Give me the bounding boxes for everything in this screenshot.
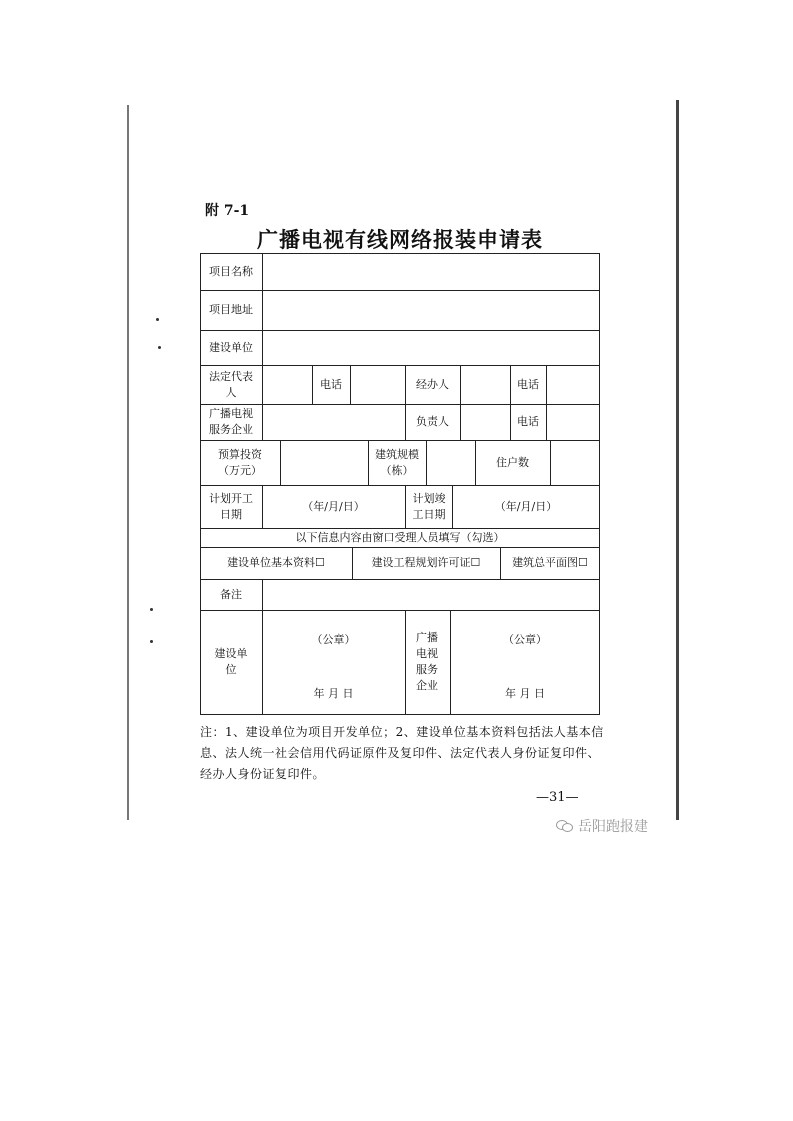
row-project-address: [200, 290, 600, 330]
sign-construction-date: 年 月 日: [313, 687, 354, 700]
row-construction-unit: [200, 330, 600, 365]
project-name-label: 项目名称: [209, 264, 253, 278]
building-scale-label: 建筑规模（栋）: [375, 447, 419, 477]
row-project-name: [200, 253, 600, 290]
budget-field[interactable]: [280, 440, 368, 485]
construction-unit-field[interactable]: [262, 330, 600, 365]
sign-broadcast-date: 年 月 日: [505, 687, 545, 700]
row-window-note: [200, 528, 600, 547]
sign-broadcast-label: 广播电视服务企业: [416, 631, 438, 692]
broadcast-enterprise-field[interactable]: [262, 404, 405, 440]
row-broadcast-enterprise: [200, 404, 600, 440]
watermark-text: 岳阳跑报建: [578, 819, 648, 835]
project-name-field[interactable]: [262, 253, 600, 290]
checkbox-floor-plan[interactable]: 建筑总平面图☐: [512, 556, 588, 569]
row-legal-rep: [200, 365, 600, 404]
row-remarks: [200, 579, 600, 610]
row-dates: [200, 485, 600, 528]
application-form: [200, 253, 600, 714]
planned-completion-label: 计划竣工日期: [412, 491, 446, 521]
row-signatures: [200, 610, 600, 714]
construction-unit-label: 建设单位: [209, 340, 253, 354]
footnote: 注：1、建设单位为项目开发单位；2、建设单位基本资料包括法人基本信息、法人统一社会信用代码证原件及复印件、法定代表人身份证复印件、经办人身份证复印件。: [200, 725, 604, 781]
planned-completion-field[interactable]: （年/月/日）: [494, 499, 558, 513]
sign-construction-label: 建设单位: [214, 647, 248, 676]
households-field[interactable]: [550, 440, 600, 485]
project-address-label: 项目地址: [209, 303, 253, 316]
page-number: —31—: [536, 790, 579, 805]
window-info-note: 以下信息内容由窗口受理人员填写（勾选）: [295, 530, 505, 544]
households-label: 住户数: [496, 455, 529, 469]
sign-broadcast-seal: （公章）: [503, 633, 547, 646]
remarks-field[interactable]: [262, 579, 600, 610]
phone-field-3[interactable]: [546, 404, 600, 440]
form-title: 广播电视有线网络报装申请表: [257, 227, 543, 252]
checkbox-basic-info[interactable]: 建设单位基本资料☐: [227, 556, 325, 569]
row-checkboxes: [200, 547, 600, 579]
sign-construction-seal: （公章）: [311, 633, 356, 646]
wechat-icon: [556, 820, 574, 832]
row-budget: [200, 440, 600, 485]
legal-rep-field[interactable]: [262, 365, 312, 404]
project-address-field[interactable]: [262, 290, 600, 330]
scan-speck: [150, 640, 153, 643]
phone-label-3: 电话: [517, 415, 539, 428]
building-scale-field[interactable]: [426, 440, 475, 485]
person-in-charge-label: 负责人: [416, 415, 449, 428]
watermark: [556, 816, 648, 836]
planned-start-field[interactable]: （年/月/日）: [302, 499, 365, 513]
scan-speck: [156, 318, 159, 321]
phone-label-1: 电话: [320, 377, 342, 391]
scan-speck: [150, 608, 153, 611]
remarks-label: 备注: [220, 587, 242, 601]
phone-field-2[interactable]: [546, 365, 600, 404]
planned-start-label: 计划开工日期: [209, 491, 253, 521]
broadcast-enterprise-label: 广播电视服务企业: [209, 407, 253, 436]
handler-label: 经办人: [416, 377, 449, 391]
appendix-label: 附 7-1: [205, 203, 250, 219]
budget-label: 预算投资（万元）: [218, 447, 262, 477]
phone-label-2: 电话: [517, 377, 539, 391]
scan-edge-right: [676, 100, 679, 820]
legal-rep-label: 法定代表人: [209, 369, 253, 399]
scan-speck: [158, 346, 161, 349]
checkbox-planning-permit[interactable]: 建设工程规划许可证☐: [371, 556, 481, 569]
scan-edge-left: [127, 105, 129, 820]
phone-field-1[interactable]: [350, 365, 405, 404]
person-in-charge-field[interactable]: [460, 404, 510, 440]
handler-field[interactable]: [460, 365, 510, 404]
